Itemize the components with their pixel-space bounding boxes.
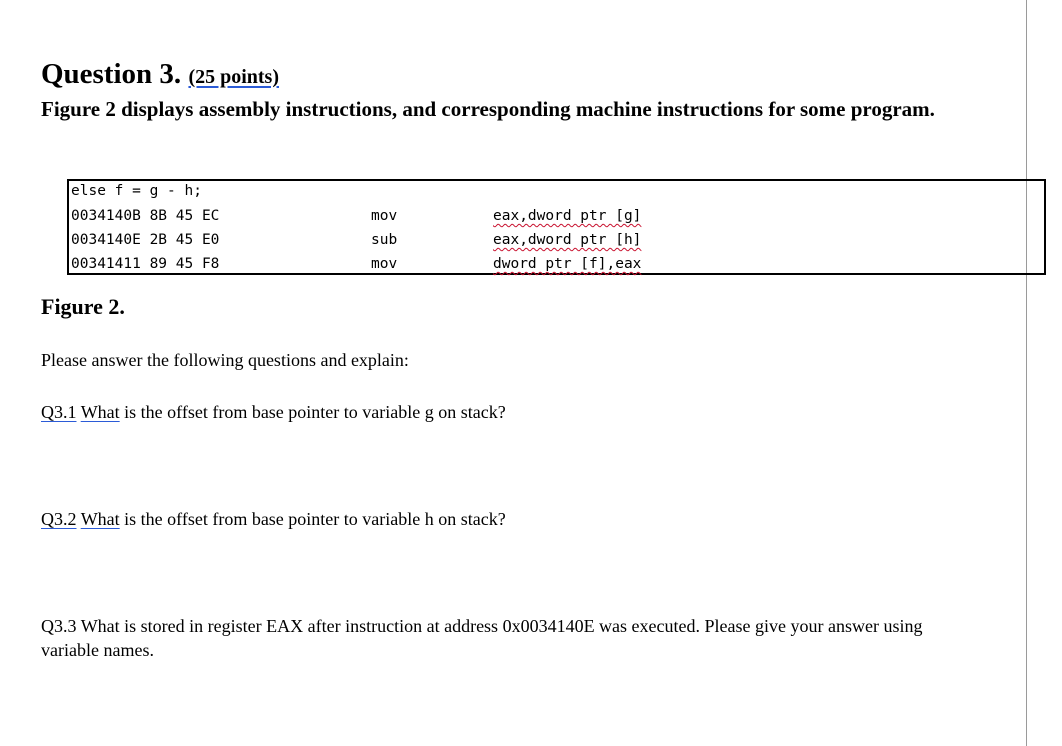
code-bytes: 89 45 F8 (149, 256, 220, 272)
code-address: 0034140E (71, 232, 141, 248)
question-points: (25 points) (188, 66, 280, 88)
code-address-bytes (71, 208, 219, 224)
figure-label: Figure 2. (41, 294, 125, 319)
code-row (69, 208, 1044, 232)
subquestion-text: is the offset from base pointer to variable g on stack? (119, 402, 506, 422)
code-listing (67, 179, 1046, 275)
subquestion-lead: What (80, 402, 120, 422)
code-operands: eax,dword ptr [h] (493, 232, 642, 248)
code-mnemonic: mov (371, 256, 398, 272)
subquestion-number: Q3.1 (41, 402, 77, 422)
code-address-bytes (71, 256, 219, 272)
code-address: 00341411 (71, 256, 141, 272)
code-bytes: 2B 45 E0 (149, 232, 220, 248)
subquestion-number: Q3.2 (41, 509, 77, 529)
code-row (69, 256, 1044, 280)
page-margin-rule (1026, 0, 1027, 746)
code-mnemonic: sub (371, 232, 398, 248)
code-source-line: else f = g - h; (71, 183, 202, 199)
subquestion-text: What is stored in register EAX after instruction at address 0x0034140E was executed. Please give your answer using variable names. (41, 616, 923, 660)
subquestion-q3-2 (41, 507, 961, 531)
question-title (41, 58, 279, 91)
subquestion-q3-3 (41, 614, 961, 662)
subquestion-lead: What (80, 509, 120, 529)
code-address-bytes (71, 232, 219, 248)
code-mnemonic: mov (371, 208, 398, 224)
instructions-text: Please answer the following questions and explain: (41, 350, 409, 370)
question-title-text: Question 3. (41, 58, 182, 90)
question-intro: Figure 2 displays assembly instructions, and corresponding machine instructions for some program. (41, 97, 935, 121)
subquestion-number: Q3.3 (41, 616, 77, 636)
code-bytes: 8B 45 EC (149, 208, 220, 224)
code-address: 0034140B (71, 208, 141, 224)
code-operands: eax,dword ptr [g] (493, 208, 642, 224)
subquestion-q3-1 (41, 400, 961, 424)
subquestion-text: is the offset from base pointer to variable h on stack? (119, 509, 506, 529)
code-operands: dword ptr [f],eax (493, 256, 642, 272)
code-row (69, 232, 1044, 256)
